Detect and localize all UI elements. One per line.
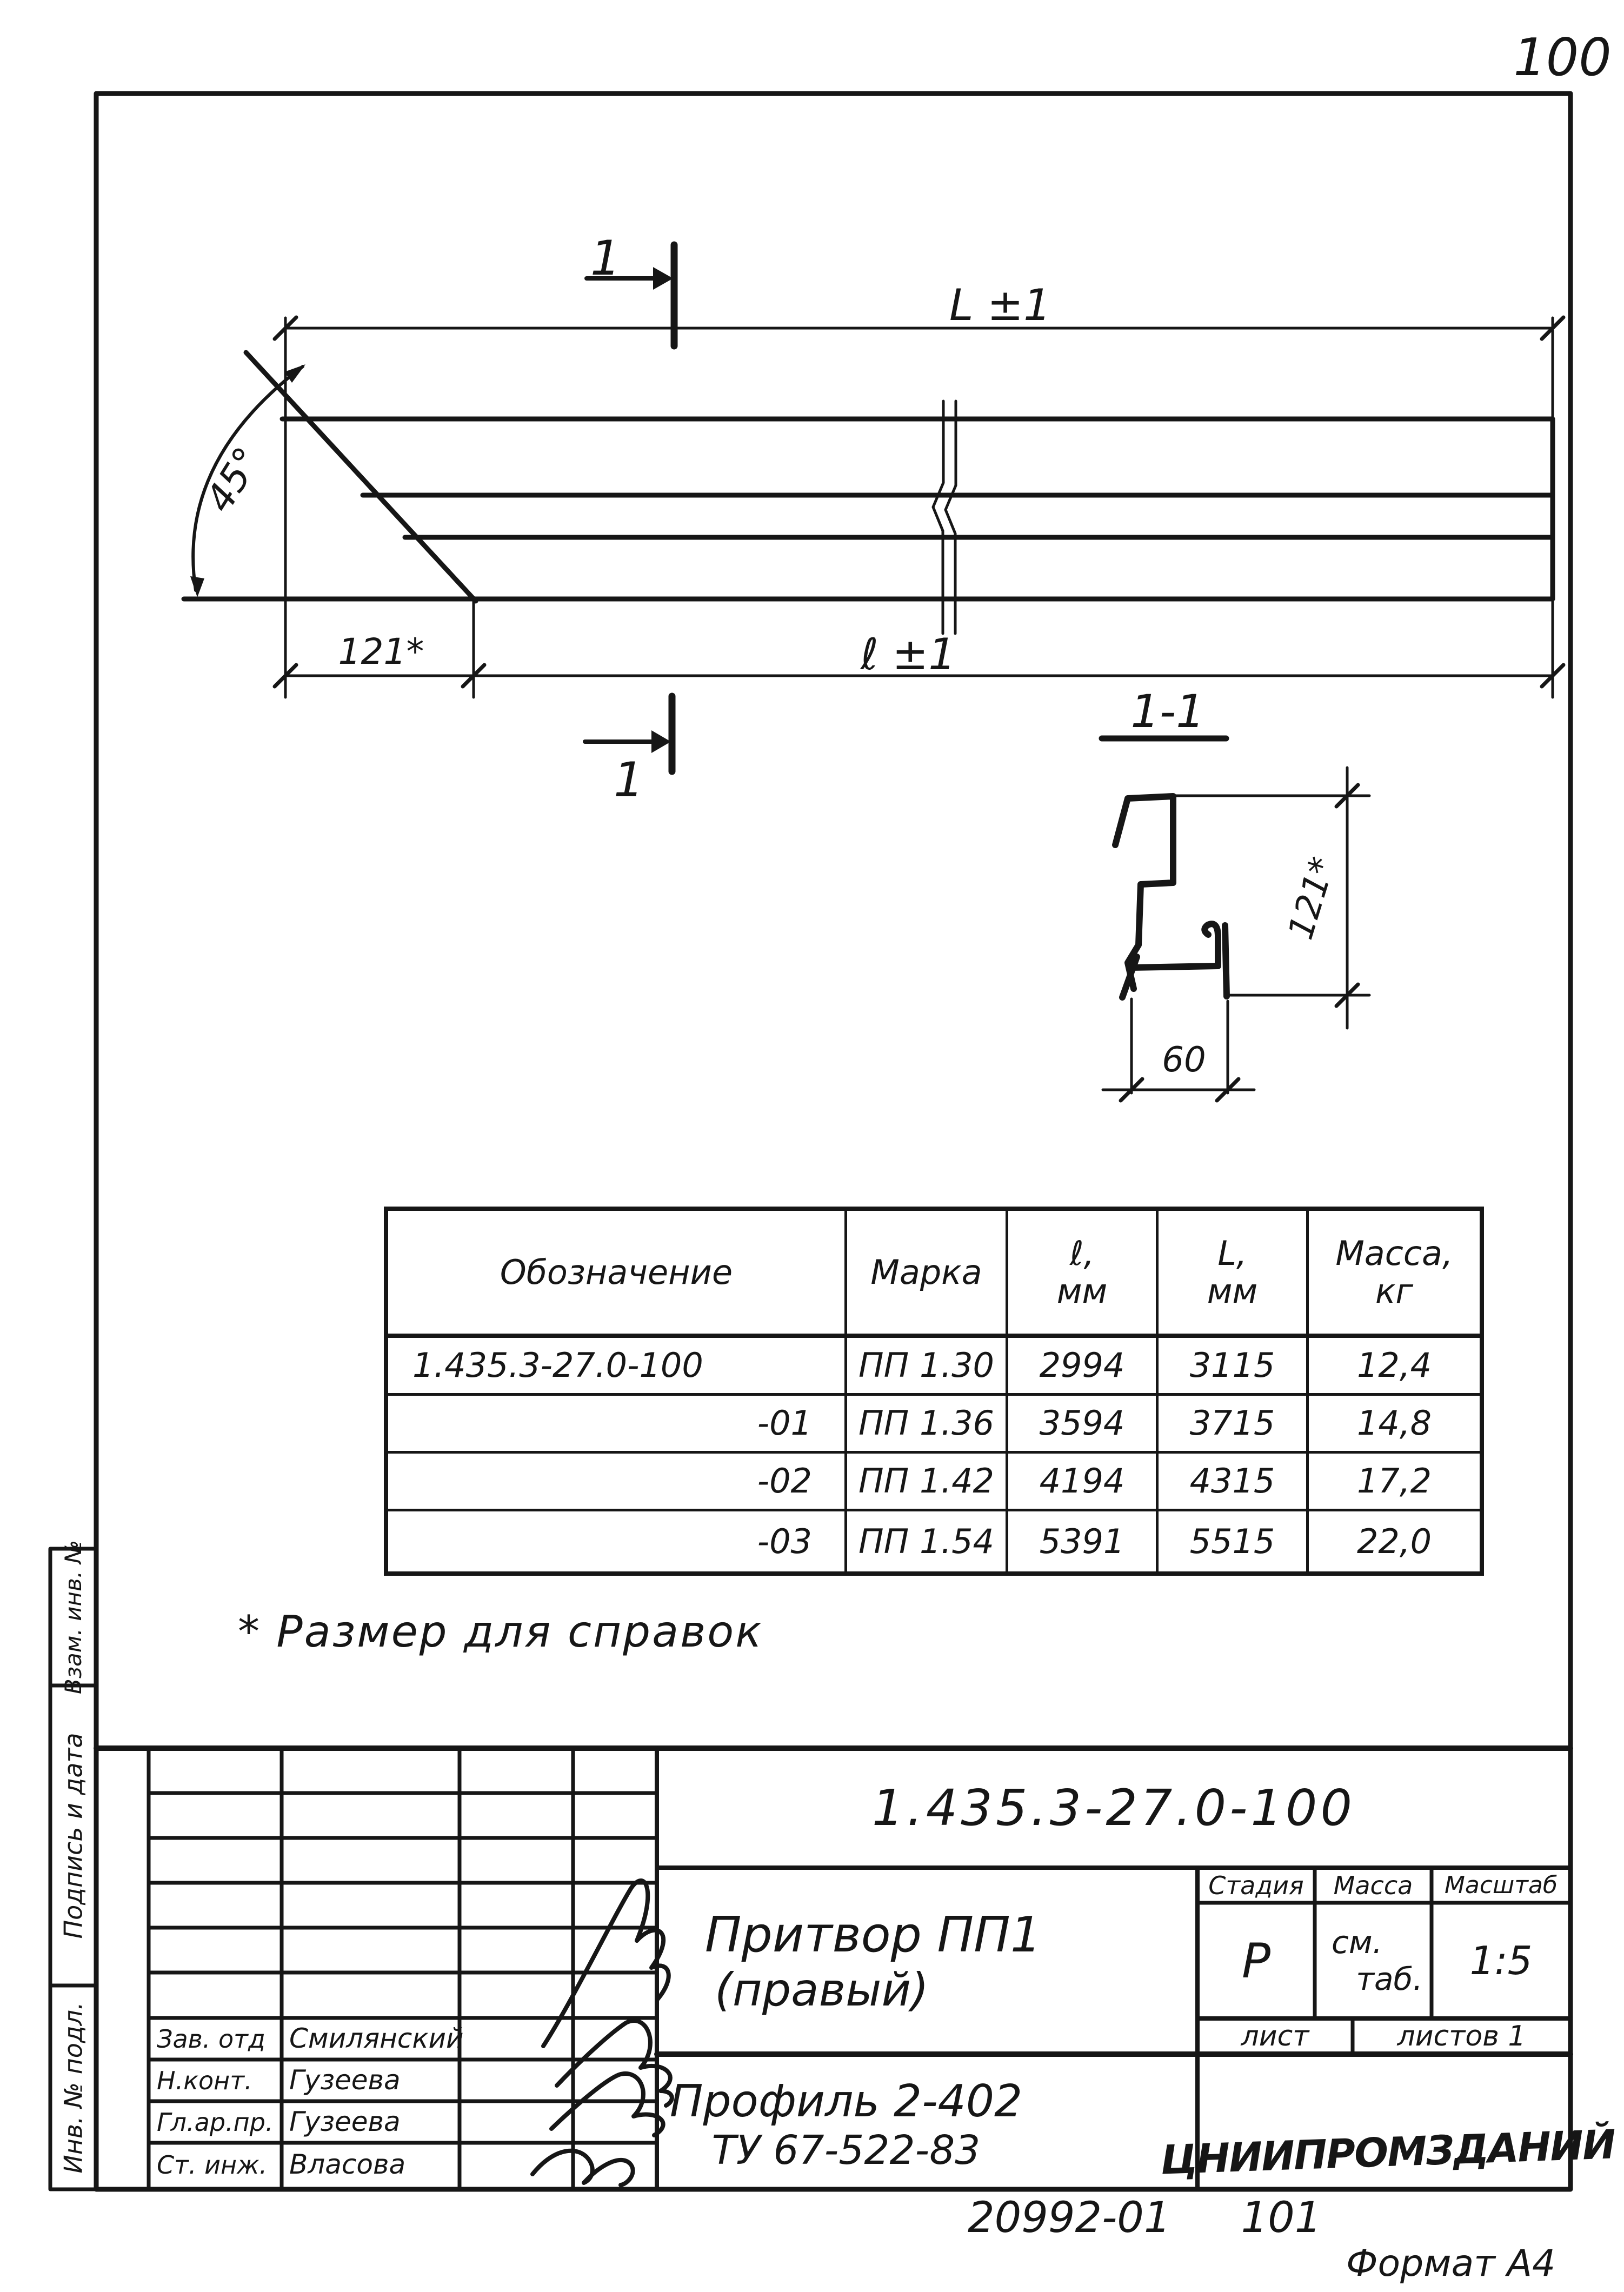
- table-row-l: 5391: [1008, 1511, 1159, 1571]
- table-row-l: 4194: [1008, 1454, 1159, 1511]
- material-spec: [657, 2060, 1035, 2189]
- section-dimension-ticks: [1121, 785, 1358, 1101]
- table-row-designation: -02: [388, 1454, 847, 1511]
- angle-label: 45°: [197, 439, 270, 520]
- signatory-role: Зав. отд: [157, 2024, 265, 2054]
- material-line2: ТУ 67-522-83: [711, 2127, 981, 2174]
- table-row-l: 3594: [1008, 1396, 1159, 1454]
- stage-value: Р: [1241, 1933, 1271, 1989]
- signatory-role: Н.конт.: [157, 2066, 252, 2095]
- scale-value: 1:5: [1469, 1938, 1533, 1983]
- table-header-mark: Марка: [847, 1211, 1008, 1338]
- margin-label-bottom: Инв. № подл.: [58, 2001, 88, 2174]
- table-header-designation: Обозначение: [388, 1211, 847, 1338]
- parts-table: [384, 1207, 1484, 1576]
- sheet-label: лист: [1241, 2020, 1309, 2053]
- table-row-L: 3715: [1159, 1396, 1309, 1454]
- table-row-L: 5515: [1159, 1511, 1309, 1571]
- signatory-role: Гл.ар.пр.: [157, 2108, 274, 2137]
- table-row-mass: 17,2: [1309, 1454, 1480, 1511]
- profile-elevation-view: [184, 245, 1563, 771]
- table-row-designation: -03: [388, 1511, 847, 1571]
- profile-edges: [184, 352, 1553, 601]
- titleblock-designation: 1.435.3-27.0-100: [872, 1779, 1355, 1837]
- signatory-name: Гузеева: [289, 2064, 401, 2096]
- table-header-mass: Масса, кг: [1309, 1211, 1480, 1338]
- margin-label-top: Взам. инв. №: [60, 1540, 87, 1695]
- table-row-mark: ПП 1.42: [847, 1454, 1008, 1511]
- titleblock-product-name: [657, 1875, 1089, 2048]
- section-title: 1-1: [1130, 685, 1205, 738]
- section-mark-top-label: 1: [590, 230, 621, 286]
- reference-note: * Размер для справок: [238, 1607, 763, 1657]
- mass-value: [1315, 1903, 1432, 2018]
- mass-value-line1: см.: [1331, 1924, 1383, 1961]
- table-row-L: 4315: [1159, 1454, 1309, 1511]
- table-header-L: L, мм: [1159, 1211, 1309, 1338]
- signatory-name: Гузеева: [289, 2106, 401, 2137]
- page-reference: 101: [1241, 2194, 1322, 2242]
- table-row-mark: ПП 1.54: [847, 1511, 1008, 1571]
- section-cut-marks: [585, 245, 674, 771]
- signatory-name: Смилянский: [289, 2023, 464, 2054]
- signatory-role: Ст. инж.: [157, 2150, 268, 2180]
- format-note: Формат А4: [1346, 2242, 1556, 2285]
- table-row-mark: ПП 1.36: [847, 1396, 1008, 1454]
- table-row-designation: 1.435.3-27.0-100: [388, 1338, 847, 1396]
- dim-length-top-label: L ±1: [949, 280, 1051, 330]
- section-profile-outline: [1115, 796, 1227, 997]
- section-mark-bottom-label: 1: [614, 752, 644, 808]
- table-row-mass: 12,4: [1309, 1338, 1480, 1396]
- material-line1: Профиль 2-402: [669, 2075, 1023, 2127]
- section-height-label: 121*: [1280, 852, 1343, 944]
- footer-numbers: [968, 2194, 1321, 2242]
- margin-label-middle: Подпись и дата: [58, 1732, 88, 1939]
- miter-cut-line: [246, 352, 476, 601]
- table-row-designation: -01: [388, 1396, 847, 1454]
- dim-miter-label: 121*: [338, 631, 424, 672]
- table-row-l: 2994: [1008, 1338, 1159, 1396]
- section-width-label: 60: [1162, 1040, 1206, 1080]
- signatory-name: Власова: [289, 2149, 406, 2180]
- organization-name: ЦНИИПРОМЗДАНИЙ: [1160, 2121, 1616, 2184]
- dim-length-bottom-label: ℓ ±1: [860, 629, 956, 679]
- stage-label: Стадия: [1208, 1870, 1304, 1900]
- document-number: 20992-01: [968, 2194, 1171, 2242]
- section-extension-lines: [1103, 768, 1369, 1093]
- sheet-number: 100: [1513, 28, 1612, 88]
- product-name-line1: Притвор ПП1: [704, 1906, 1042, 1963]
- product-name-line2: (правый): [715, 1963, 929, 2016]
- table-row-mark: ПП 1.30: [847, 1338, 1008, 1396]
- mass-value-line2: таб.: [1356, 1961, 1423, 1997]
- table-row-L: 3115: [1159, 1338, 1309, 1396]
- table-row-mass: 22,0: [1356, 1521, 1432, 1561]
- mass-label: Масса: [1333, 1870, 1413, 1900]
- table-header-l: ℓ, мм: [1008, 1211, 1159, 1338]
- sheets-label: листов 1: [1397, 2020, 1526, 2053]
- scale-label: Масштаб: [1444, 1871, 1558, 1899]
- table-row-mass: 14,8: [1309, 1396, 1480, 1454]
- section-view: [1102, 738, 1369, 1101]
